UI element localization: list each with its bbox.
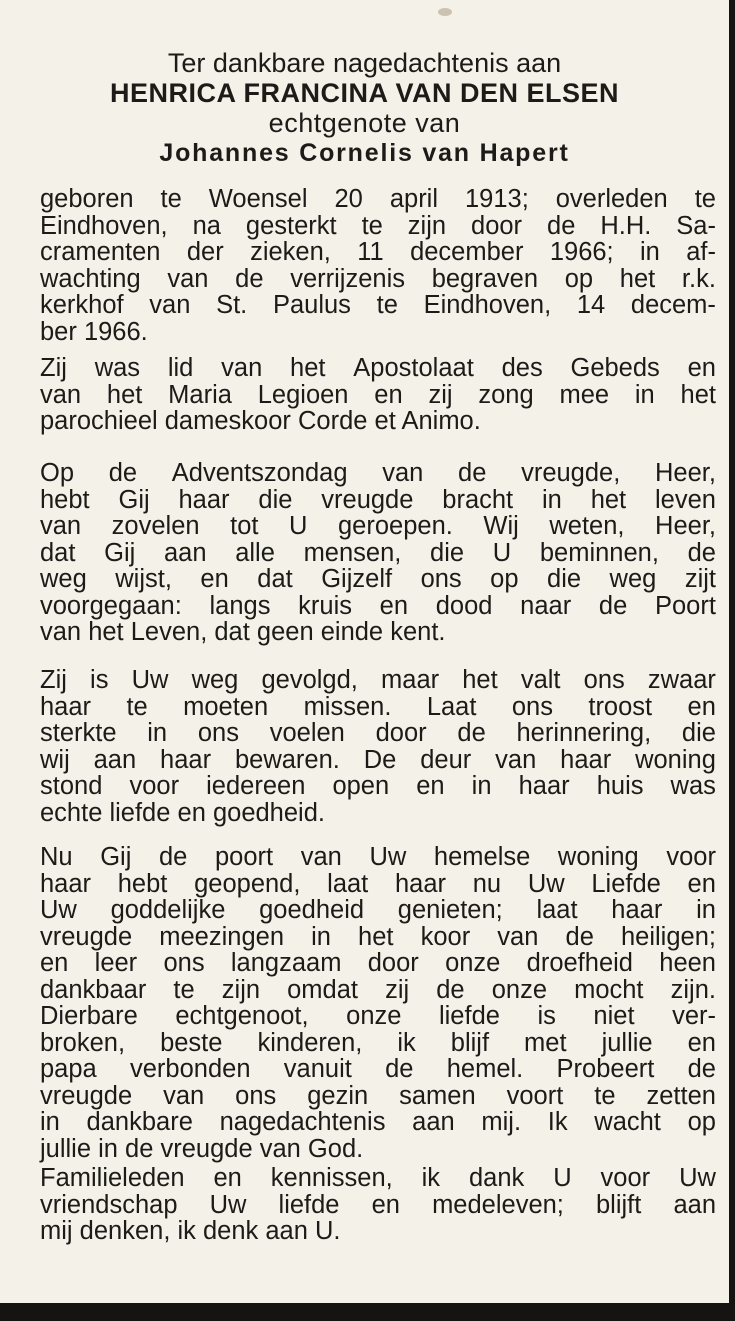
paragraph bbox=[40, 844, 716, 1162]
card-edge-right bbox=[729, 0, 735, 1321]
card-edge-bottom bbox=[0, 1303, 735, 1321]
text-line: in dankbare nagedachtenis aan mij. Ik wacht op bbox=[40, 1108, 716, 1136]
text-line: vriendschap Uw liefde en medeleven; blijft aan bbox=[40, 1190, 716, 1219]
text-line: ber 1966. bbox=[40, 317, 148, 346]
text-line: voorgegaan: langs kruis en dood naar de Poort bbox=[40, 591, 716, 620]
text-line: weg wijst, en dat Gijzelf ons op die weg zijt bbox=[40, 565, 716, 593]
text-line: vreugde van ons gezin samen voort te zetten bbox=[40, 1081, 716, 1110]
text-line: cramenten der zieken, 11 december 1966; in af- bbox=[40, 238, 716, 266]
text-line: wij aan haar bewaren. De deur van haar woning bbox=[40, 745, 716, 774]
text-line: geboren te Woensel 20 april 1913; overleden te bbox=[40, 185, 716, 213]
text-line: broken, beste kinderen, ik blijf met jullie en bbox=[40, 1028, 716, 1057]
text-line: sterkte in ons voelen door de herinnering, die bbox=[40, 719, 716, 747]
text-line: van het Maria Legioen en zij zong mee in het bbox=[40, 380, 716, 409]
text-line: haar te moeten missen. Laat ons troost en bbox=[40, 692, 716, 721]
paragraph bbox=[40, 355, 716, 435]
text-line: Zij was lid van het Apostolaat des Gebeds en bbox=[40, 354, 716, 382]
text-line: Eindhoven, na gesterkt te zijn door de H.H. Sa- bbox=[40, 211, 716, 240]
paragraph bbox=[40, 1165, 716, 1245]
paper-speck bbox=[438, 8, 452, 16]
text-line: Familieleden en kennissen, ik dank U voor Uw bbox=[40, 1164, 716, 1192]
text-line: dat Gij aan alle mensen, die U beminnen, de bbox=[40, 538, 716, 567]
text-line: stond voor iedereen open en in haar huis was bbox=[40, 772, 716, 800]
intro-line: Ter dankbare nagedachtenis aan bbox=[167, 48, 562, 78]
text-line: Uw goddelijke goedheid genieten; laat haar in bbox=[40, 896, 716, 924]
text-line: Op de Adventszondag van de vreugde, Heer, bbox=[40, 459, 716, 487]
text-line: haar hebt geopend, laat haar nu Uw Liefde en bbox=[40, 869, 716, 898]
text-line: papa verbonden vanuit de hemel. Probeert de bbox=[40, 1055, 716, 1083]
text-line: kerkhof van St. Paulus te Eindhoven, 14 decem- bbox=[40, 291, 716, 319]
text-line: dankbaar te zijn omdat zij de onze mocht zijn. bbox=[40, 975, 716, 1004]
text-line: jullie in de vreugde van God. bbox=[40, 1134, 364, 1163]
text-line: Dierbare echtgenoot, onze liefde is niet ver- bbox=[40, 1002, 716, 1030]
spouse-name: Johannes Cornelis van Hapert bbox=[159, 139, 570, 167]
paragraph bbox=[40, 460, 716, 646]
spouse-label: echtgenote van bbox=[268, 108, 461, 138]
text-line: wachting van de verrijzenis begraven op het r.k. bbox=[40, 264, 716, 293]
text-line: Nu Gij de poort van Uw hemelse woning voor bbox=[40, 843, 716, 871]
text-line: van zovelen tot U geroepen. Wij weten, Heer, bbox=[40, 512, 716, 540]
deceased-name: HENRICA FRANCINA VAN DEN ELSEN bbox=[109, 78, 619, 108]
text-line: vreugde meezingen in het koor van de heiligen; bbox=[40, 922, 716, 951]
text-line: hebt Gij haar die vreugde bracht in het leven bbox=[40, 485, 716, 514]
text-line: echte liefde en goedheid. bbox=[40, 798, 325, 827]
text-line: van het Leven, dat geen einde kent. bbox=[40, 618, 446, 646]
paragraph bbox=[40, 186, 716, 345]
text-line: mij denken, ik denk aan U. bbox=[40, 1217, 341, 1245]
text-line: en leer ons langzaam door onze droefheid heen bbox=[40, 949, 716, 977]
text-line: Zij is Uw weg gevolgd, maar het valt ons zwaar bbox=[40, 666, 716, 694]
text-line: parochieel dameskoor Corde et Animo. bbox=[40, 407, 481, 435]
card-header bbox=[0, 48, 729, 168]
paragraph bbox=[40, 667, 716, 826]
